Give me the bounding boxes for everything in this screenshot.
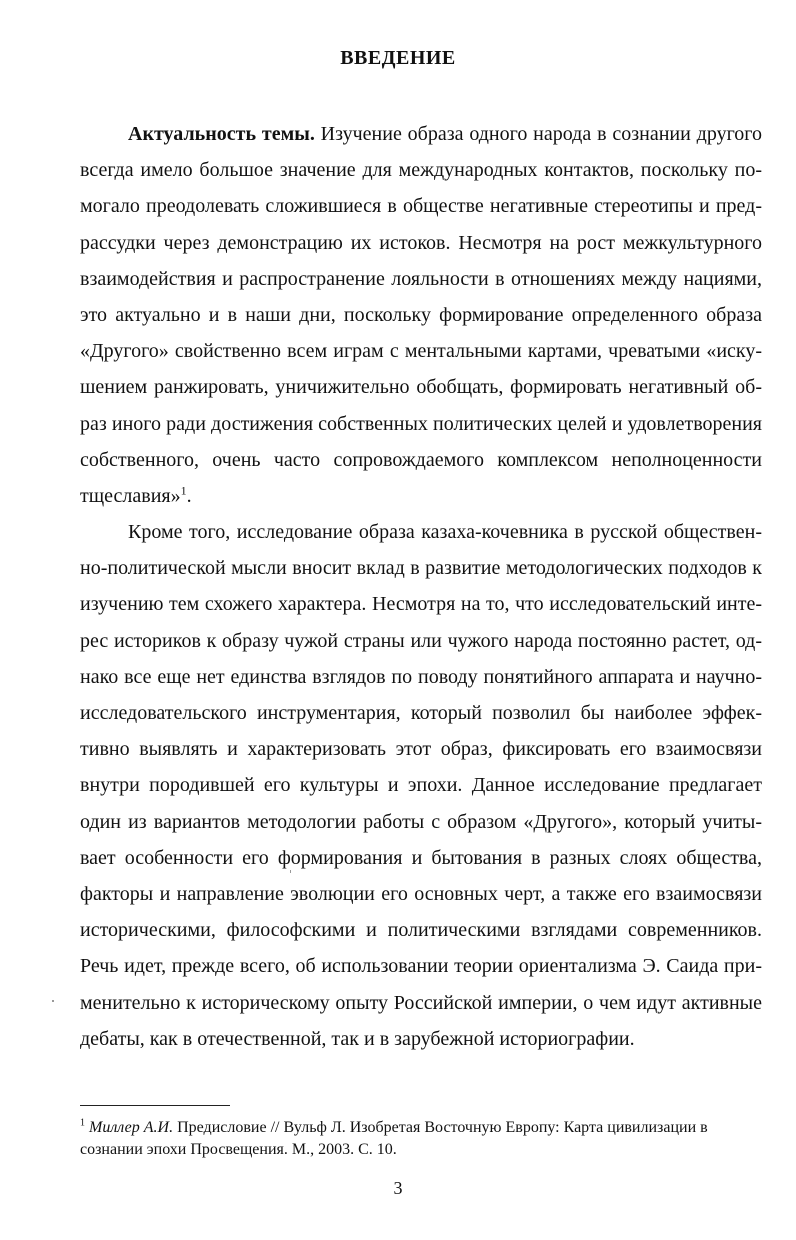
paragraph-2-line: рес историков к образу чужой страны или чужого народа постоянно растет, од- xyxy=(80,629,762,652)
paragraph-2-line: историческими, философскими и политическими взглядами современников. xyxy=(80,919,762,942)
paragraph-1-line: раз иного ради достижения собственных политических целей и удовлетворения xyxy=(80,412,762,435)
paragraph-1-line: могало преодолевать сложившиеся в обществе негативные стереотипы и пред- xyxy=(80,195,762,218)
section-heading: Актуальность темы. xyxy=(128,123,315,145)
page-number: 3 xyxy=(393,1178,403,1198)
paragraph-1-line xyxy=(80,116,762,152)
paragraph-2-line: тивно выявлять и характеризовать этот образ, фиксировать его взаимосвязи xyxy=(80,738,762,761)
footnote-text: Предисловие // Вульф Л. Изобретая Восточную Европу: Карта цивилизации в xyxy=(177,1119,708,1136)
footnote-divider xyxy=(80,1105,230,1106)
footnote-line xyxy=(80,1117,762,1139)
paragraph-1-line: рассудки через демонстрацию их истоков. Несмотря на рост межкультурного xyxy=(80,231,762,254)
paragraph-2-line: исследовательского инструментария, который позволил бы наиболее эффек- xyxy=(80,702,762,724)
paragraph-1-line: собственного, очень часто сопровождаемого комплексом неполноценности xyxy=(80,448,762,471)
page-title: ВВЕДЕНИЕ xyxy=(340,47,456,69)
paragraph-1-line: шением ранжировать, уничижительно обобщать, формировать негативный об- xyxy=(80,376,762,399)
paragraph-2-line: нако все еще нет единства взглядов по поводу понятийного аппарата и научно- xyxy=(80,665,762,688)
footnote-reference[interactable]: 1 xyxy=(180,483,187,498)
paragraph-1-last-text: тщеславия» xyxy=(80,484,181,507)
paragraph-2-line: Речь идет, прежде всего, об использовании теории ориентализма Э. Саида при- xyxy=(80,955,762,978)
footnote-author: Миллер А.И. xyxy=(89,1119,174,1136)
footnote-mark: 1 xyxy=(80,1117,85,1129)
paragraph-2-line: изучению тем схожего характера. Несмотря на то, что исследовательский инте- xyxy=(80,593,762,616)
paragraph-1-line: взаимодействия и распространение лояльности в отношениях между нациями, xyxy=(80,267,762,290)
paragraph-2-last-line: дебаты, как в отечественной, так и в зарубежной историографии. xyxy=(80,1027,635,1050)
paragraph-1-line: это актуально и в наши дни, поскольку формирование определенного образа xyxy=(80,303,762,326)
paragraph-1-last-line xyxy=(80,478,762,514)
paragraph-1-end-punct: . xyxy=(186,484,192,507)
scan-speck xyxy=(52,1000,54,1002)
paragraph-1-line: всегда имело большое значение для международных контактов, поскольку по- xyxy=(80,159,762,182)
paragraph-2-line: Кроме того, исследование образа казаха-кочевника в русской обществен- xyxy=(128,521,762,544)
scan-speck xyxy=(290,870,291,873)
body-text xyxy=(80,116,762,1057)
paragraph-1-first-text: Изучение образа одного народа в сознании другого xyxy=(320,123,762,145)
paragraph-2-line: внутри породившей его культуры и эпохи. Данное исследование предлагает xyxy=(80,774,762,797)
paragraph-2-line: вает особенности его формирования и бытования в разных слоях общества, xyxy=(80,846,762,869)
paragraph-2-line: факторы и направление эволюции его основных черт, а также его взаимосвязи xyxy=(80,882,762,905)
paragraph-2-line: менительно к историческому опыту Российской империи, о чем идут активные xyxy=(80,991,762,1014)
footnote xyxy=(80,1117,762,1161)
paragraph-1-line: «Другого» свойственно всем играм с ментальными картами, чреватыми «иску- xyxy=(80,340,762,363)
paragraph-2-line: один из вариантов методологии работы с образом «Другого», который учиты- xyxy=(80,810,762,833)
footnote-line: сознании эпохи Просвещения. М., 2003. С. 10. xyxy=(80,1141,397,1158)
paragraph-2-line: но-политической мысли вносит вклад в развитие методологических подходов к xyxy=(80,557,762,580)
